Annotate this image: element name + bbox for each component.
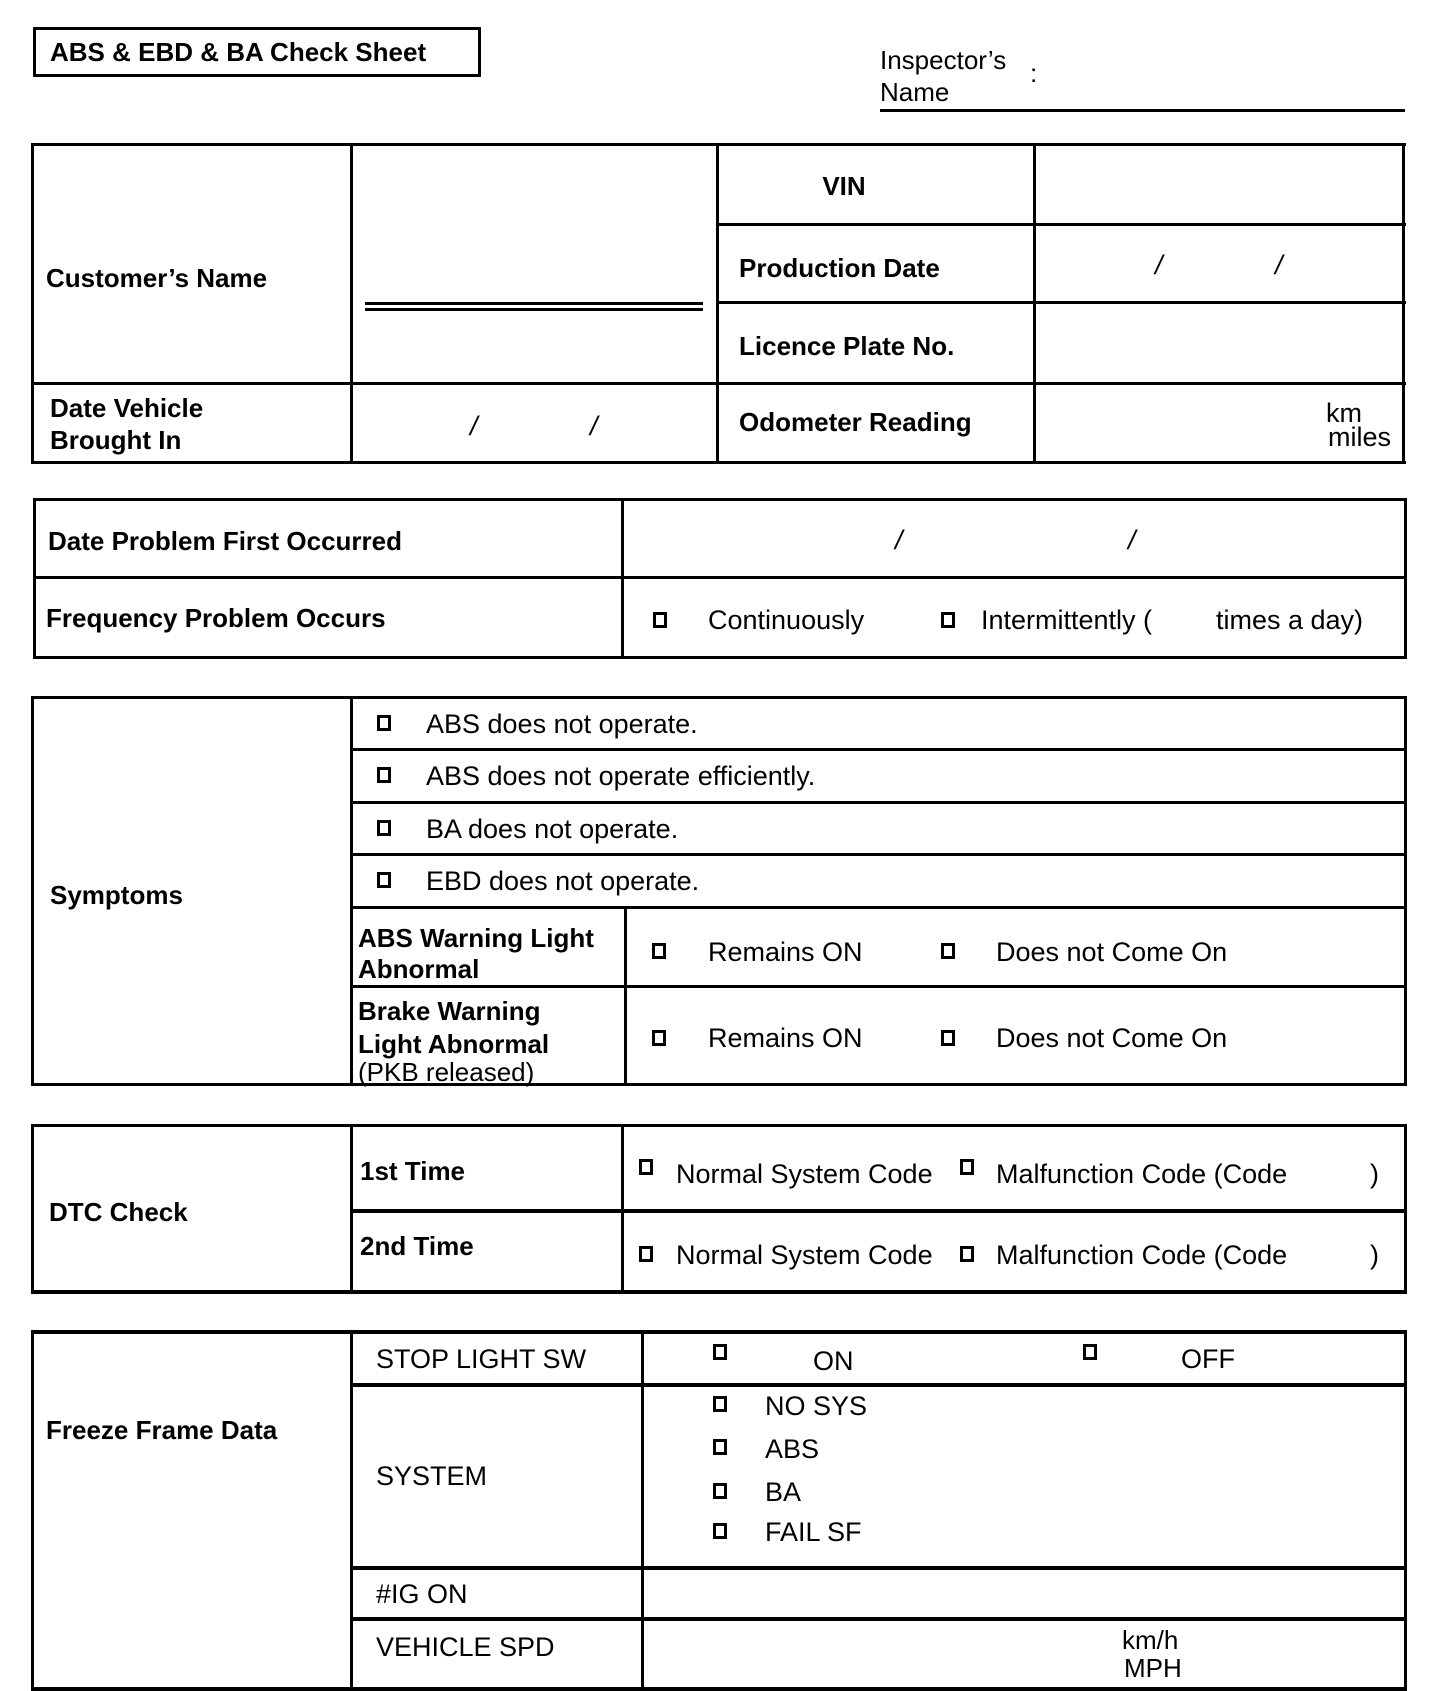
stop-light-on-checkbox[interactable] — [713, 1344, 727, 1360]
divider — [621, 498, 624, 659]
divider — [718, 301, 1406, 304]
divider — [624, 906, 627, 1086]
divider — [641, 1330, 644, 1690]
symptoms-label: Symptoms — [50, 880, 183, 910]
odometer-field[interactable] — [1038, 387, 1318, 459]
divider — [350, 1617, 1407, 1621]
divider — [31, 1124, 34, 1294]
licence-plate-label: Licence Plate No. — [739, 331, 955, 361]
vin-label: VIN — [822, 171, 866, 201]
brake-warning-label-1: Brake Warning — [358, 996, 541, 1026]
brake-warning-not-come-on-checkbox[interactable] — [941, 1030, 955, 1046]
customer-name-double-line-top — [365, 302, 703, 305]
vehicle-spd-field[interactable] — [646, 1623, 1106, 1685]
stop-light-off-checkbox[interactable] — [1083, 1344, 1097, 1360]
inspector-colon: : — [1030, 58, 1038, 88]
divider — [31, 143, 34, 464]
normal-system-code-label: Normal System Code — [676, 1240, 933, 1270]
freeze-frame-label: Freeze Frame Data — [46, 1415, 278, 1445]
abs-warning-remains-on-label: Remains ON — [708, 937, 863, 967]
abs-warning-not-come-on-label: Does not Come On — [996, 937, 1228, 967]
divider — [31, 1290, 1407, 1294]
stop-light-sw-label: STOP LIGHT SW — [376, 1344, 587, 1374]
speed-unit-mph: MPH — [1124, 1653, 1182, 1683]
divider — [350, 906, 1407, 909]
customer-name-label: Customer’s Name — [46, 263, 268, 293]
divider — [350, 853, 1407, 856]
continuously-label: Continuously — [708, 605, 865, 635]
divider — [31, 1124, 1407, 1127]
divider — [31, 1330, 1407, 1334]
divider — [1404, 1330, 1407, 1690]
system-ba-label: BA — [765, 1477, 802, 1507]
date-first-occurred-field[interactable] — [626, 503, 1402, 574]
vehicle-spd-label: VEHICLE SPD — [376, 1632, 555, 1662]
close-paren: ) — [1370, 1240, 1379, 1270]
divider — [350, 1566, 1407, 1570]
production-date-field[interactable] — [1038, 228, 1400, 299]
divider — [31, 1687, 1407, 1691]
divider — [1404, 498, 1407, 659]
divider — [33, 498, 1407, 501]
symptom-checkbox[interactable] — [377, 820, 391, 836]
licence-plate-field[interactable] — [1038, 306, 1400, 380]
date-separator: / — [895, 525, 903, 555]
divider — [1402, 143, 1405, 464]
vin-field[interactable] — [1038, 148, 1400, 221]
times-a-day-label: times a day) — [1216, 605, 1364, 635]
odometer-unit-miles: miles — [1328, 422, 1392, 452]
system-abs-label: ABS — [765, 1434, 820, 1464]
divider — [31, 696, 34, 1086]
divider — [621, 1124, 624, 1294]
system-no-sys-checkbox[interactable] — [713, 1396, 727, 1412]
divider — [718, 223, 1406, 226]
customer-name-field-2[interactable] — [355, 315, 713, 379]
times-a-day-field[interactable] — [1165, 604, 1213, 636]
stop-light-off-label: OFF — [1181, 1344, 1235, 1374]
speed-unit-kmh: km/h — [1122, 1625, 1179, 1655]
divider — [33, 498, 36, 659]
divider — [350, 696, 353, 1086]
date-brought-in-label-2: Brought In — [50, 425, 182, 455]
date-brought-in-field[interactable] — [355, 387, 713, 459]
customer-name-field[interactable] — [355, 148, 713, 298]
system-no-sys-label: NO SYS — [765, 1391, 868, 1421]
brake-warning-not-come-on-label: Does not Come On — [996, 1023, 1228, 1053]
abs-warning-label-2: Abnormal — [358, 954, 480, 984]
divider — [33, 576, 1407, 579]
abs-warning-not-come-on-checkbox[interactable] — [941, 943, 955, 959]
divider — [350, 1124, 353, 1294]
divider — [350, 143, 353, 464]
brake-warning-remains-on-label: Remains ON — [708, 1023, 863, 1053]
date-first-occurred-label: Date Problem First Occurred — [48, 526, 402, 556]
production-date-label: Production Date — [739, 253, 940, 283]
divider — [350, 985, 1407, 988]
malfunction-code-field[interactable] — [1305, 1239, 1370, 1271]
divider — [31, 696, 1407, 699]
system-fail-sf-label: FAIL SF — [765, 1517, 862, 1547]
malfunction-code-field[interactable] — [1305, 1158, 1370, 1190]
normal-system-code-checkbox[interactable] — [639, 1246, 653, 1262]
divider — [350, 748, 1407, 751]
intermittently-checkbox[interactable] — [941, 612, 955, 628]
system-label: SYSTEM — [376, 1461, 488, 1491]
close-paren: ) — [1370, 1159, 1379, 1189]
inspector-label-line1: Inspector’s — [880, 45, 1007, 75]
divider — [1404, 1124, 1407, 1294]
date-brought-in-label-1: Date Vehicle — [50, 393, 204, 423]
date-separator: / — [470, 411, 478, 441]
divider — [350, 801, 1407, 804]
divider — [1404, 696, 1407, 1086]
intermittently-label: Intermittently ( — [981, 605, 1153, 635]
symptom-checkbox[interactable] — [377, 715, 391, 731]
customer-name-double-line-bottom — [365, 308, 703, 311]
symptom-checkbox[interactable] — [377, 872, 391, 888]
divider — [31, 1083, 1407, 1086]
system-fail-sf-checkbox[interactable] — [713, 1523, 727, 1539]
abs-warning-label-1: ABS Warning Light — [358, 923, 594, 953]
inspector-name-underline — [880, 109, 1405, 112]
date-separator: / — [1128, 525, 1136, 555]
divider — [1033, 143, 1036, 464]
date-separator: / — [1155, 250, 1163, 280]
symptom-checkbox[interactable] — [377, 767, 391, 783]
normal-system-code-checkbox[interactable] — [639, 1159, 653, 1175]
symptom-item: ABS does not operate efficiently. — [426, 761, 816, 791]
malfunction-code-checkbox[interactable] — [960, 1159, 974, 1175]
divider — [31, 1330, 34, 1690]
system-abs-checkbox[interactable] — [713, 1439, 727, 1455]
symptom-item: ABS does not operate. — [426, 709, 698, 739]
inspector-label-line2: Name — [880, 77, 950, 107]
frequency-label: Frequency Problem Occurs — [46, 603, 386, 633]
brake-warning-label-3: (PKB released) — [358, 1057, 535, 1087]
normal-system-code-label: Normal System Code — [676, 1159, 933, 1189]
brake-warning-remains-on-checkbox[interactable] — [652, 1030, 666, 1046]
inspector-name-field[interactable] — [1040, 50, 1405, 108]
ig-on-label: #IG ON — [376, 1579, 468, 1609]
odometer-label: Odometer Reading — [739, 407, 972, 437]
inspector-name-label — [880, 44, 1006, 108]
malfunction-code-label: Malfunction Code (Code — [996, 1240, 1288, 1270]
odometer-unit-km: km — [1326, 398, 1362, 428]
ig-on-field[interactable] — [646, 1572, 1402, 1615]
page-title: ABS & EBD & BA Check Sheet — [33, 27, 481, 77]
divider — [33, 656, 1407, 659]
symptom-item: BA does not operate. — [426, 814, 679, 844]
date-separator: / — [1275, 250, 1283, 280]
symptom-item: EBD does not operate. — [426, 866, 700, 896]
dtc-first-time-label: 1st Time — [360, 1156, 466, 1186]
stop-light-on-label: ON — [813, 1346, 854, 1376]
divider — [350, 1209, 1407, 1213]
continuously-checkbox[interactable] — [653, 612, 667, 628]
abs-warning-remains-on-checkbox[interactable] — [652, 943, 666, 959]
dtc-check-label: DTC Check — [49, 1197, 188, 1227]
divider — [350, 1330, 353, 1690]
system-ba-checkbox[interactable] — [713, 1483, 727, 1499]
divider — [350, 1383, 1407, 1387]
dtc-second-time-label: 2nd Time — [360, 1231, 474, 1261]
date-separator: / — [590, 411, 598, 441]
brake-warning-label-2: Light Abnormal — [358, 1029, 550, 1059]
malfunction-code-label: Malfunction Code (Code — [996, 1159, 1288, 1189]
malfunction-code-checkbox[interactable] — [960, 1246, 974, 1262]
